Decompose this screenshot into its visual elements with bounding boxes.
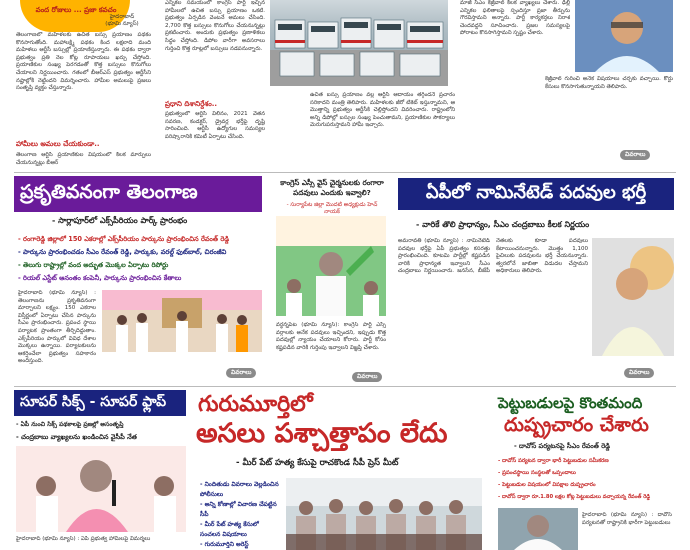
article5-headline-a: గురుమూర్తిలో [198, 392, 313, 417]
article1-more-button[interactable]: వివరాలు [226, 368, 256, 378]
revanth-photo [498, 508, 578, 550]
divider-top [14, 172, 676, 173]
article5-headline-b: అసలు పశ్చాత్తాపం లేదు [196, 418, 448, 449]
article2-more-button[interactable]: వివరాలు [352, 372, 382, 382]
police-press-meet-photo [286, 478, 482, 550]
col2-subhead: ప్రధాని దిశానిర్దేశం.. [165, 100, 218, 108]
article-congress [272, 176, 390, 384]
article4-banner: సూపర్ సిక్స్ - సూపర్ ఫ్లాప్ [14, 390, 186, 416]
article6-bullet-2: - ప్రపంచస్థాయి సంస్థలతో ఒప్పందాలు [498, 470, 576, 476]
article3-sub: - వారికే తొలి ప్రాధాన్యం, సీఎం చంద్రబాబు కీలక నిర్ణయం [416, 220, 590, 229]
article-gurumurthy [186, 390, 486, 550]
article3-more-button[interactable]: వివరాలు [624, 368, 654, 378]
article6-caption: హైదరాబాద్ (భూమి న్యూస్) : దావోస్ పర్యటనతో రాష్ట్రానికి భారీగా పెట్టుబడులు [582, 512, 672, 526]
top-strip [0, 0, 690, 170]
article1-bullet-2: - పార్కును ప్రారంభించడం సీఎం రేవంత్ రెడ్డి, పార్కుకు, వరల్డ్ ఫుట్‌బాల్, చిరంజీవి [18, 248, 227, 256]
article-super-six [14, 390, 190, 550]
article1-banner: ప్రకృతివనంగా తెలంగాణ [14, 176, 262, 212]
kejriwal-photo [575, 0, 673, 72]
col1-subhead: హామీలు అమలు చేయకుండా.. [16, 140, 100, 148]
col2-body: ఎన్నికల సమయంలో కాంగ్రెస్ పార్టీ ఇచ్చిన హామీలలో ఉచిత బస్సు ప్రయాణం ఒకటి. ప్రభుత్వం ఏర్పడిన వెంటనే అమలు చేసింది. 2,700 కొత్త బస్సులు కొనుగోలు చేయనున్నట్లు ప్రకటించారు. అందుకు ప్రభుత్వం ప్రణాళికలు సిద్ధం చేస్తోంది. డిపోల వారీగా అవసరాలు గుర్తించి కొత్త రూట్లలో బస్సులు నడపనున్నారు. [165, 0, 265, 52]
buses-illustration [270, 0, 448, 86]
article6-headline-a: పెట్టుబడులపై కొంతమంది [498, 394, 643, 412]
article4-caption: హైదరాబాద్ (భూమి న్యూస్) : ఏపీ ప్రభుత్వ హామీలపై విమర్శలు [16, 536, 151, 542]
article-telangana-park [14, 176, 268, 384]
article4-bullet-1: - ఏపీ నుంచి సిక్స్ పథకాలపై ప్రజల్లో అసంతృప్తి [16, 421, 124, 428]
col3-body: ఉచిత బస్సు ప్రయాణం వల్ల ఆర్టీసీ ఆదాయం తగ్గిందనే ప్రచారం సరికాదని మంత్రి తెలిపారు. మహిళలకు జీరో టికెట్ ఇస్తున్నామని, ఆ మొత్తాన్ని ప్రభుత్వం ఆర్టీసీకి చెల్లిస్తోందని వివరించారు. రాష్ట్రంలోని అన్ని డిపోల్లో బస్సుల సంఖ్య పెంచుతామని, ప్రయాణికుల సౌకర్యాలు మెరుగుపరుస్తామని హామీ ఇచ్చారు. [310, 92, 455, 129]
article6-headline-b: దుష్ప్రచారం చేశారు [504, 414, 649, 436]
article4-bullet-2: - చంద్రబాబు వ్యాఖ్యలను ఖండించిన వైసీపీ నేత [16, 433, 137, 441]
article-ap-nominated [396, 176, 676, 384]
col2-body2: ప్రభుత్వంలో ఆర్టీసీ విలీనం, 2021 వేతన సవరణ, కండక్టర్, డ్రైవర్ల భర్తీపై దృష్టి సారించింది. ఆర్టీసీ ఉద్యోగుల సమస్యల పరిష్కారానికి కమిటీ ఏర్పాటు చేసింది. [165, 111, 265, 140]
article2-sub: - సుర్యాపేట జిల్లా మొదటి అధ్యక్షుడు హెచ్ నాయక్ [286, 202, 378, 215]
col4-caption: కేజ్రీవాల్ గురించి అనేక విషయాలు చర్చకు వచ్చాయి. కోర్టు కేసులు కొనసాగుతున్నాయని తెలిపారు. [545, 76, 673, 90]
article6-bullet-3: - పెట్టుబడుల విషయంలో విపక్షాల దుష్ప్రచారం [498, 482, 596, 488]
congress-rally-photo [276, 216, 386, 316]
divider-mid [14, 386, 676, 387]
article6-sub: - దావోస్ పర్యటనపై సీఎం రేవంత్ రెడ్డి [514, 442, 610, 450]
chandrababu-photo [592, 238, 674, 356]
article5-bullet-2: - అన్ని కోణాల్లో విచారణ చేపట్టిన సీపీ [200, 501, 277, 518]
logo-text: వంద రోజులు ... ప్రజా కవచం [35, 6, 117, 14]
article3-body: అమరావతి (భూమి న్యూస్) : నామినేటెడ్ పదవుల భర్తీపై ఏపీ ప్రభుత్వం కసరత్తు ప్రారంభించింది. కూటమి పార్టీల్లో కష్టపడిన వారికి ప్రాధాన్యత ఇవ్వాలని సీఎం చంద్రబాబు నిర్ణయించారు. జనసేన, బీజేపీ నేతలకు కూడా పదవులు కేటాయించనున్నారు. మొత్తం 1,100 పైచిలుకు పదవులను భర్తీ చేయనున్నారు. త్వరలోనే జాబితా విడుదల చేస్తామని అధికారులు తెలిపారు. [398, 238, 588, 275]
article1-body: హైదరాబాద్ (భూమి న్యూస్) : తెలంగాణను ప్రకృతివనంగా మార్చాలని లక్ష్యం. 150 ఎకరాల విస్తీర్ణంలో ఏర్పాటు చేసిన పార్కును సీఎం ప్రారంభించారు. ప్రపంచ స్థాయి పర్యాటక ప్రాంతంగా తీర్చిదిద్దుతాం. ఎక్స్‌పీరియం పార్కులో వివిధ దేశాల మొక్కలు ఉన్నాయి. పర్యాటకులను ఆకర్షించేలా ప్రభుత్వం సహకారం అందిస్తుంది. [18, 290, 96, 365]
article2-headline: కాంగ్రెస్ ఎస్సీ వైస్‌ చైర్మనులకు రంగారా పదవులు ఎందుకు ఇవ్వాలి? [280, 178, 384, 197]
article6-bullet-1: - దావోస్ పర్యటన ద్వారా భారీ పెట్టుబడుల సమీకరణ [498, 458, 609, 464]
article-davos [494, 390, 676, 550]
col1-body: తెలంగాణలో మహిళలకు ఉచిత బస్సు ప్రయాణం పథకం కొనసాగుతోంది. మహాలక్ష్మి పథకం కింద లక్షలాది మంది మహిళలు ఆర్టీసీ బస్సుల్లో ప్రయాణిస్తున్నారు. ఈ పథకం ద్వారా ప్రభుత్వం ప్రతి నెల కోట్ల రూపాయలు ఖర్చు చేస్తోంది. ప్రయాణికుల సంఖ్య పెరగడంతో కొత్త బస్సులు కొనుగోలు చేయాలని నిర్ణయించారు. గతంలో బీఆర్ఎస్ ప్రభుత్వం ఆర్టీసీని నష్టాల్లోకి నెట్టిందని విమర్శించారు. హామీల అమలుపై ప్రజలు సంతృప్తి వ్యక్తం చేస్తున్నారు. [16, 32, 151, 92]
article5-bullet-3: - మీర్ పేట్ హత్య కేసులో సంచలన విషయాలు [200, 521, 259, 538]
article1-bullet-1: - రంగారెడ్డి జిల్లాలో 150 ఎకరాల్లో ఎక్స్‌పీరియం పార్కును ప్రారంభించిన రేవంత్ రెడ్డి [18, 235, 230, 243]
col1-body2: తెలంగాణ ఆర్టీసీ ప్రయాణికుల విషయంలో కీలక మార్పులు చేయనున్నట్లు బీఆర్ [16, 152, 151, 166]
article2-body: వర్ధన్నపేట (భూమి న్యూస్): కాంగ్రెస్ పార్టీ ఎస్సీ వర్గాలకు అనేక పదవులు ఇచ్చిందని, ఇప్పుడు కొత్త పదవుల్లో న్యాయం చేయాలని కోరారు. పార్టీ కోసం కష్టపడిన వారికి గుర్తింపు ఇవ్వాలని విజ్ఞప్తి చేశారు. [276, 322, 386, 351]
sharmila-photo [16, 446, 186, 532]
article1-subtitle: - సార్లాపూర్‌లో ఎక్స్‌పీరియం పార్క్ ప్రారంభం [52, 216, 188, 225]
article1-bullet-3: - తెలుగు రాష్ట్రాల్లో వంద అద్భుత మొక్కల ఏర్పాటు రిపోర్టు [18, 261, 169, 269]
col4-body: మాజీ సీఎం కేజ్రీవాల్ కీలక వ్యాఖ్యలు చేశారు. ఢిల్లీ ఎన్నికల ఫలితాలపై స్పందిస్తూ ప్రజా తీర్పును గౌరవిస్తామని అన్నారు. పార్టీ కార్యకర్తలు నిరాశ చెందవద్దని సూచించారు. ప్రజల సమస్యలపై పోరాటం కొనసాగిస్తామని స్పష్టం చేశారు. [460, 0, 570, 37]
bus-depot-photo [270, 0, 448, 86]
park-inauguration-photo [102, 290, 262, 352]
article3-banner: ఏపీలో నామినేటెడ్ పదవుల భర్తీ [398, 178, 674, 210]
article5-bullet-1: - నిందితుడు వివరాలు వెల్లడించిన పోలీసులు [200, 481, 279, 498]
col1-dateline: హైదరాబాద్ (భూమి న్యూస్) [105, 14, 139, 27]
article6-bullet-4: - దావోస్ ద్వారా రూ.1.80 లక్షల కోట్ల పెట్టుబడులు వచ్చాయన్న రేవంత్ రెడ్డి [498, 494, 651, 500]
article5-sub: - మీర్ పేట్ హత్య కేసుపై రాచకొండ సీపీ ప్రెస్ మీట్ [236, 458, 399, 468]
article5-bullet-4: - గురుమూర్తిని అరెస్ట్ [200, 541, 249, 548]
article1-bullet-4: - రియల్ ఎస్టేట్ ఆనంతం కంపెనీ, పార్కును ప్రారంభించిన కేతాలు [18, 274, 182, 282]
col4-more-button[interactable]: వివరాలు [620, 150, 650, 160]
